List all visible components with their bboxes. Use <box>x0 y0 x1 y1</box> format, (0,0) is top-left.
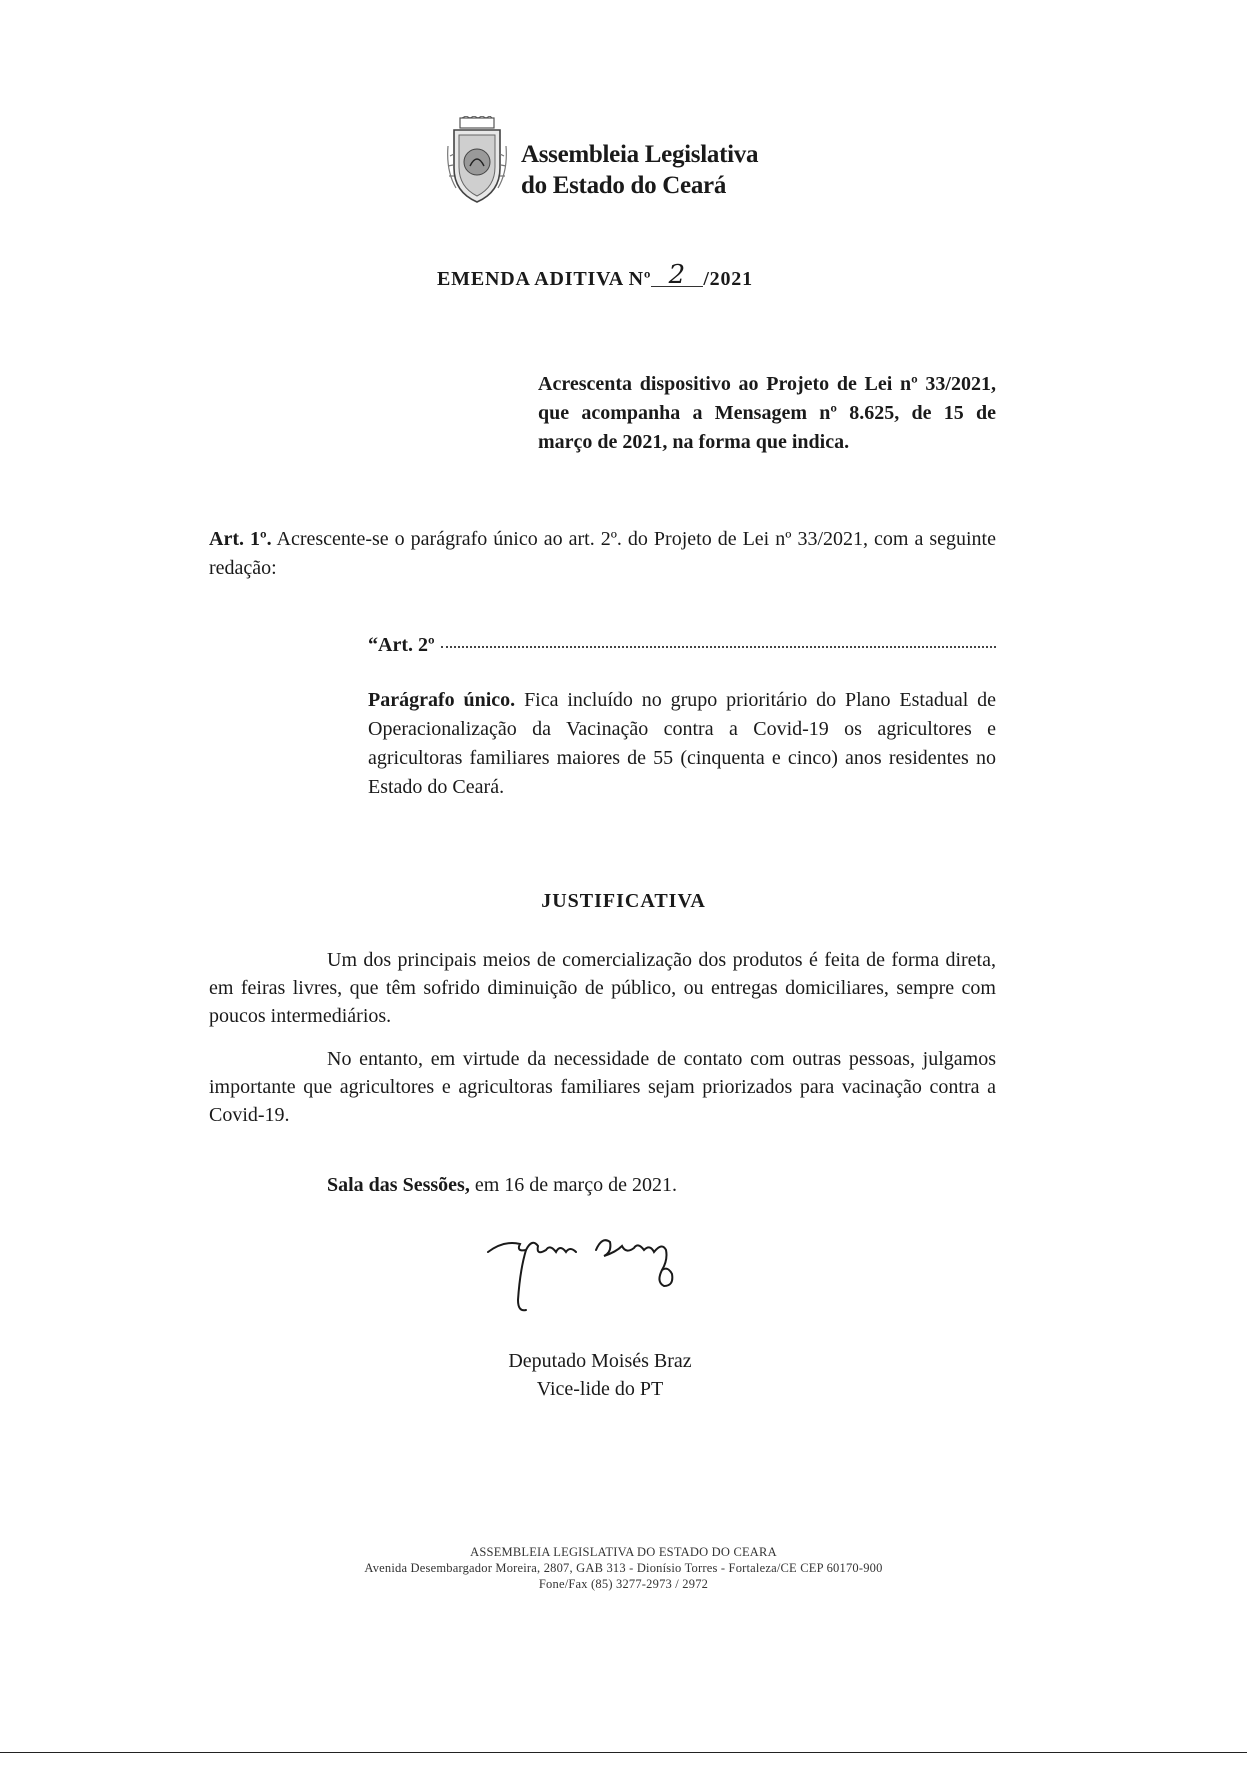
institution-name-line1: Assembleia Legislativa <box>521 141 759 168</box>
justification-paragraph-2: No entanto, em virtude da necessidade de contato com outras pessoas, julgamos importante que agricultores e agricultoras familiares sejam priorizados para vacinação contra a Covid-19. <box>209 1048 996 1126</box>
footer-address: Avenida Desembargador Moreira, 2807, GAB 313 - Dionísio Torres - Fortaleza/CE CEP 60170-900 <box>364 1561 883 1575</box>
article-2-heading <box>368 634 996 657</box>
footer-phone: Fone/Fax (85) 3277-2973 / 2972 <box>538 1577 709 1591</box>
session-place-label: Sala das Sessões, <box>327 1174 470 1196</box>
amendment-summary: Acrescenta dispositivo ao Projeto de Lei nº 33/2021, que acompanha a Mensagem nº 8.625, de 15 de março de 2021, na forma que indica. <box>538 373 996 453</box>
handwritten-signature <box>486 1230 716 1340</box>
article-1-label: Art. 1º. <box>209 528 272 550</box>
justification-heading: JUSTIFICATIVA <box>541 890 706 912</box>
page-footer <box>0 1544 1247 1592</box>
state-coat-of-arms-seal <box>446 116 508 204</box>
justification-paragraph-1: Um dos principais meios de comercialização dos produtos é feita de forma direta, em feiras livres, que têm sofrido diminuição de público, ou entregas domiciliares, sempre com poucos intermediários. <box>209 949 996 1027</box>
institution-name <box>521 139 758 201</box>
footer-institution: ASSEMBLEIA LEGISLATIVA DO ESTADO DO CEARA <box>470 1545 777 1559</box>
session-date-line <box>327 1174 677 1197</box>
bottom-divider <box>0 1752 1247 1753</box>
signer-block <box>500 1347 700 1403</box>
amendment-number: 2 <box>651 264 703 287</box>
sole-paragraph <box>368 686 996 802</box>
session-date: em 16 de março de 2021. <box>474 1174 677 1196</box>
amendment-title-prefix: EMENDA ADITIVA Nº <box>437 268 652 290</box>
institution-name-line2: do Estado do Ceará <box>521 172 727 199</box>
sole-paragraph-text: Fica incluído no grupo prioritário do Plano Estadual de Operacionalização da Vacinação contra a Covid-19 os agricultores e agricultoras familiares maiores de 55 (cinquenta e cinco) anos residentes no Estado do Ceará. <box>368 689 997 798</box>
amendment-title-suffix: /2021 <box>703 268 753 290</box>
dotted-leader <box>441 645 996 648</box>
sole-paragraph-label: Parágrafo único. <box>368 689 516 711</box>
signer-role: Vice-lide do PT <box>536 1378 664 1400</box>
article-2-label: “Art. 2º <box>368 634 435 656</box>
article-1 <box>209 525 996 583</box>
amendment-title <box>437 260 753 291</box>
article-1-text: Acrescente-se o parágrafo único ao art. 2º. do Projeto de Lei nº 33/2021, com a seguinte redação: <box>209 528 996 579</box>
signer-name: Deputado Moisés Braz <box>508 1350 692 1372</box>
